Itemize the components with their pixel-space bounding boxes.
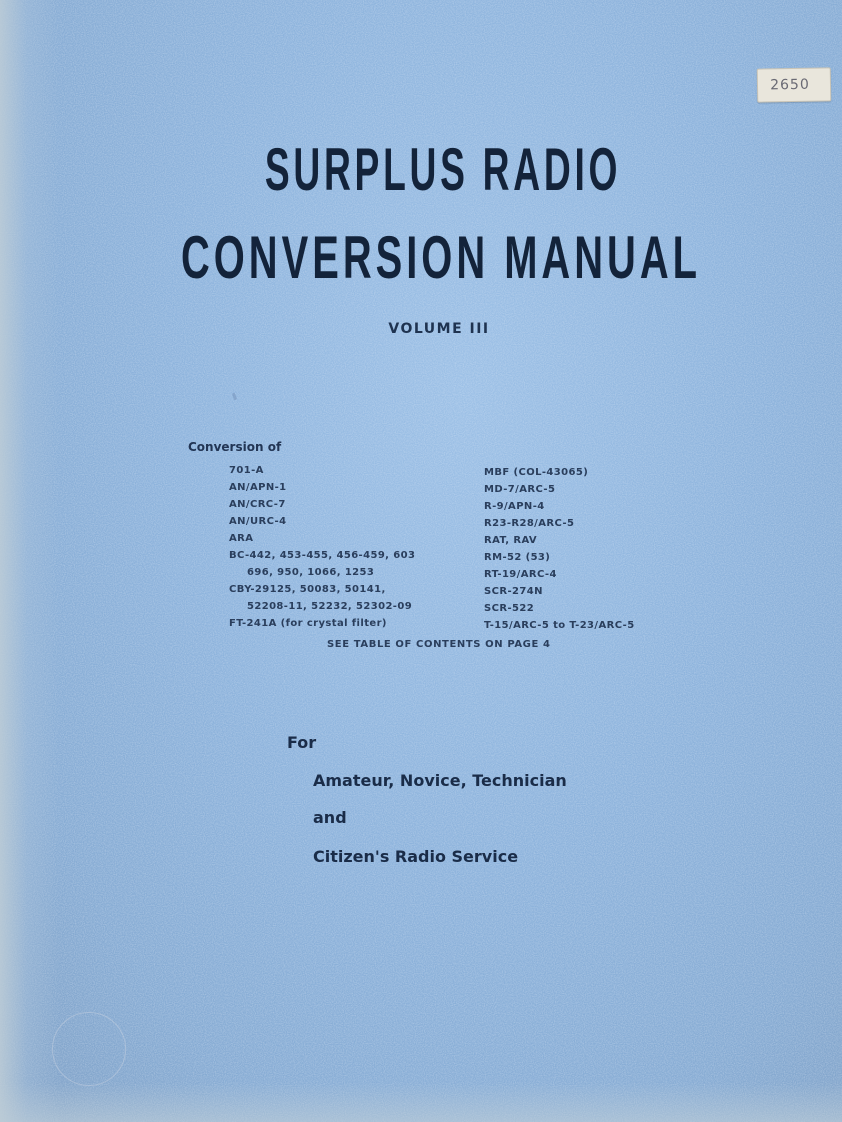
edge-wear-left — [0, 0, 60, 1122]
sticker-number: 2650 — [770, 76, 810, 94]
list-item: SCR-522 — [484, 603, 535, 614]
list-item: SCR-274N — [484, 586, 543, 597]
see-table-of-contents-note: SEE TABLE OF CONTENTS ON PAGE 4 — [327, 639, 551, 650]
conversion-heading: Conversion of — [188, 440, 282, 454]
list-item: MBF (COL-43065) — [484, 467, 589, 478]
audience-line-3: Citizen's Radio Service — [313, 847, 519, 866]
embossed-circle — [52, 1012, 126, 1086]
list-item: R-9/APN-4 — [484, 501, 545, 512]
audience-line-1: Amateur, Novice, Technician — [313, 771, 567, 790]
list-item: BC-442, 453-455, 456-459, 603 — [229, 550, 416, 561]
title-line-2: CONVERSION MANUAL — [180, 224, 702, 291]
volume-label — [0, 321, 842, 337]
conversion-list-left — [229, 462, 415, 632]
list-item: RAT, RAV — [484, 535, 538, 546]
library-number-sticker — [757, 67, 832, 102]
list-item: T-15/ARC-5 to T-23/ARC-5 — [484, 620, 635, 631]
list-item: 701-A — [229, 465, 264, 476]
edge-wear-bottom — [0, 1082, 842, 1122]
list-item: FT-241A (for crystal filter) — [229, 618, 387, 629]
list-item: 696, 950, 1066, 1253 — [247, 567, 375, 578]
for-label: For — [287, 733, 317, 752]
list-item: RT-19/ARC-4 — [484, 569, 557, 580]
audience-line-2: and — [313, 808, 347, 827]
list-item: AN/CRC-7 — [229, 499, 286, 510]
list-item: R23-R28/ARC-5 — [484, 518, 575, 529]
list-item: 52208-11, 52232, 52302-09 — [247, 601, 413, 612]
list-item: AN/URC-4 — [229, 516, 287, 527]
list-item: AN/APN-1 — [229, 482, 287, 493]
volume-text: VOLUME III — [388, 321, 490, 337]
list-item: CBY-29125, 50083, 50141, — [229, 584, 386, 595]
list-item: MD-7/ARC-5 — [484, 484, 556, 495]
conversion-list-right — [484, 464, 635, 634]
list-item: ARA — [229, 533, 254, 544]
title-line-1: SURPLUS RADIO — [264, 136, 622, 203]
list-item: RM-52 (53) — [484, 552, 551, 563]
